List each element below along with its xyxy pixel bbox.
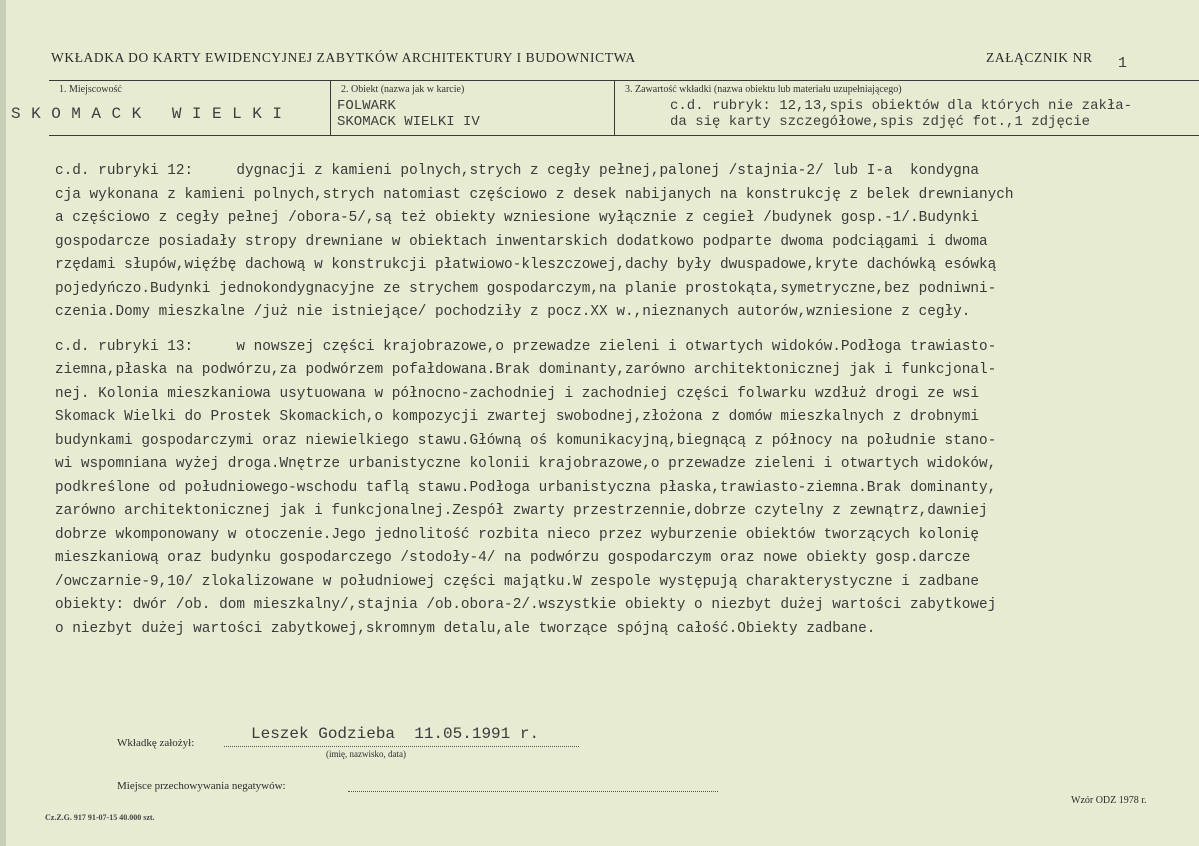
- object-value: [337, 98, 480, 130]
- attachment-label: ZAŁĄCZNIK NR: [986, 50, 1093, 65]
- contents-line-1: c.d. rubryk: 12,13,spis obiektów dla których nie zakła-: [670, 98, 1133, 114]
- object-cell: [331, 81, 615, 135]
- form-title: WKŁADKA DO KARTY EWIDENCYJNEJ ZABYTKÓW ARCHITEKTURY I BUDOWNICTWA: [51, 50, 636, 65]
- body-line: cja wykonana z kamieni polnych,strych natomiast częściowo z desek nabijanych na konstrukcję z belek drewnianych: [55, 186, 1014, 203]
- body-line: gospodarcze posiadały stropy drewniane w obiektach inwentarskich dodatkowo podparte dwoma podciągami i dwoma: [55, 233, 988, 250]
- header-fields-table: [11, 80, 1199, 136]
- negatives-dotted-line: [348, 791, 718, 792]
- attachment-number: 1: [1118, 55, 1128, 72]
- place-label: 1. Miejscowość: [59, 84, 122, 95]
- body-line: nej. Kolonia mieszkaniowa usytuowana w północno-zachodniej i zachodniej części folwarku wzdłuż drogi ze wsi: [55, 385, 980, 402]
- typed-body: [55, 160, 1199, 641]
- body-line: budynkami gospodarczymi oraz niewielkiego stawu.Główną oś komunikacyjną,biegnącą z północy na południe stano-: [55, 432, 997, 449]
- contents-value: [670, 98, 1132, 130]
- body-line: dobrze wkomponowany w otoczenie.Jego jednolitość rozbita nieco przez wyburzenie obiektów tworzących kolonię: [55, 526, 980, 543]
- body-line: obiekty: dwór /ob. dom mieszkalny/,stajnia /ob.obora-2/.wszystkie obiekty o niezbyt dużej wartości zabytkowej: [55, 597, 997, 613]
- body-line: /owczarnie-9,10/ zlokalizowane w południowej części majątku.W zespole występują charakterystyczne i zadbane: [55, 573, 980, 590]
- body-line: c.d. rubryki 12: dygnacji z kamieni polnych,strych z cegły pełnej,palonej /stajnia-2/ lub I-a kondygna: [55, 163, 980, 179]
- negatives-label: Miejsce przechowywania negatywów:: [117, 780, 286, 792]
- body-line: podkreślone od południowego-wschodu taflą stawu.Podłoga urbanistyczna płaska,trawiasto-ziemna.Brak dominanty,: [55, 479, 997, 496]
- body-line: a częściowo z cegły pełnej /obora-5/,są też obiekty wzniesione wyłącznie z cegieł /budynek gosp.-1/.Budynki: [55, 210, 980, 226]
- body-line: o niezbyt dużej wartości zabytkowej,skromnym detalu,ale tworzące spójną całość.Obiekty zadbane.: [55, 620, 876, 637]
- body-line: czenia.Domy mieszkalne /już nie istniejące/ pochodziły z pocz.XX w.,nieznanych autorów,wzniesione z cegły.: [55, 304, 971, 320]
- body-line: mieszkaniową oraz budynku gospodarczego /stodoły-4/ na podwórzu gospodarczym oraz nowe obiekty gosp.darcze: [55, 550, 971, 566]
- body-line: rzędami słupów,więźbę dachową w konstrukcji płatwiowo-kleszczowej,dachy były dwuspadowe,kryte dachówką esówką: [55, 257, 997, 273]
- form-pattern: Wzór ODZ 1978 r.: [1071, 795, 1147, 806]
- body-line: zarówno architektonicznej jak i funkcjonalnej.Zespół zwarty przestrzennie,dobrze czytelny z zewnątrz,dawniej: [55, 503, 988, 519]
- founder-hint: (imię, nazwisko, data): [326, 749, 406, 759]
- founder-value: Leszek Godzieba 11.05.1991 r.: [251, 725, 540, 743]
- object-line-2: SKOMACK WIELKI IV: [337, 114, 480, 130]
- place-cell: [11, 81, 331, 135]
- founder-label: Wkładkę założył:: [117, 737, 195, 749]
- object-label: 2. Obiekt (nazwa jak w karcie): [341, 84, 465, 95]
- place-value: SKOMACK WIELKI: [11, 105, 293, 123]
- contents-cell: [615, 81, 1199, 135]
- paragraph-gap: [55, 325, 1199, 336]
- print-code: Cz.Z.G. 917 91-07-15 40.000 szt.: [45, 813, 155, 822]
- founder-dotted-line: [224, 746, 579, 747]
- body-line: Skomack Wielki do Prostek Skomackich,o kompozycji zwartej swobodnej,złożona z domów mieszkalnych z drobnymi: [55, 409, 980, 425]
- contents-label: 3. Zawartość wkładki (nazwa obiektu lub materiału uzupełniającego): [625, 84, 902, 95]
- body-line: ziemna,płaska na podwórzu,za podwórzem pofałdowana.Brak dominanty,zarówno architektonicznej jak i funkcjonal-: [55, 362, 997, 378]
- body-line: wi wspomniana wyżej droga.Wnętrze urbanistyczne kolonii krajobrazowe,o przewadze zieleni i otwartych widoków,: [55, 456, 997, 472]
- body-line: pojedyńczo.Budynki jednokondygnacyjne ze strychem gospodarczym,na planie prostokąta,symetryczne,bez podniwni-: [55, 280, 997, 297]
- contents-line-2: da się karty szczegółowe,spis zdjęć fot.,1 zdjęcie: [670, 114, 1091, 130]
- object-line-1: FOLWARK: [337, 98, 396, 114]
- body-line: c.d. rubryki 13: w nowszej części krajobrazowe,o przewadze zieleni i otwartych widoków.Podłoga trawiasto-: [55, 338, 997, 355]
